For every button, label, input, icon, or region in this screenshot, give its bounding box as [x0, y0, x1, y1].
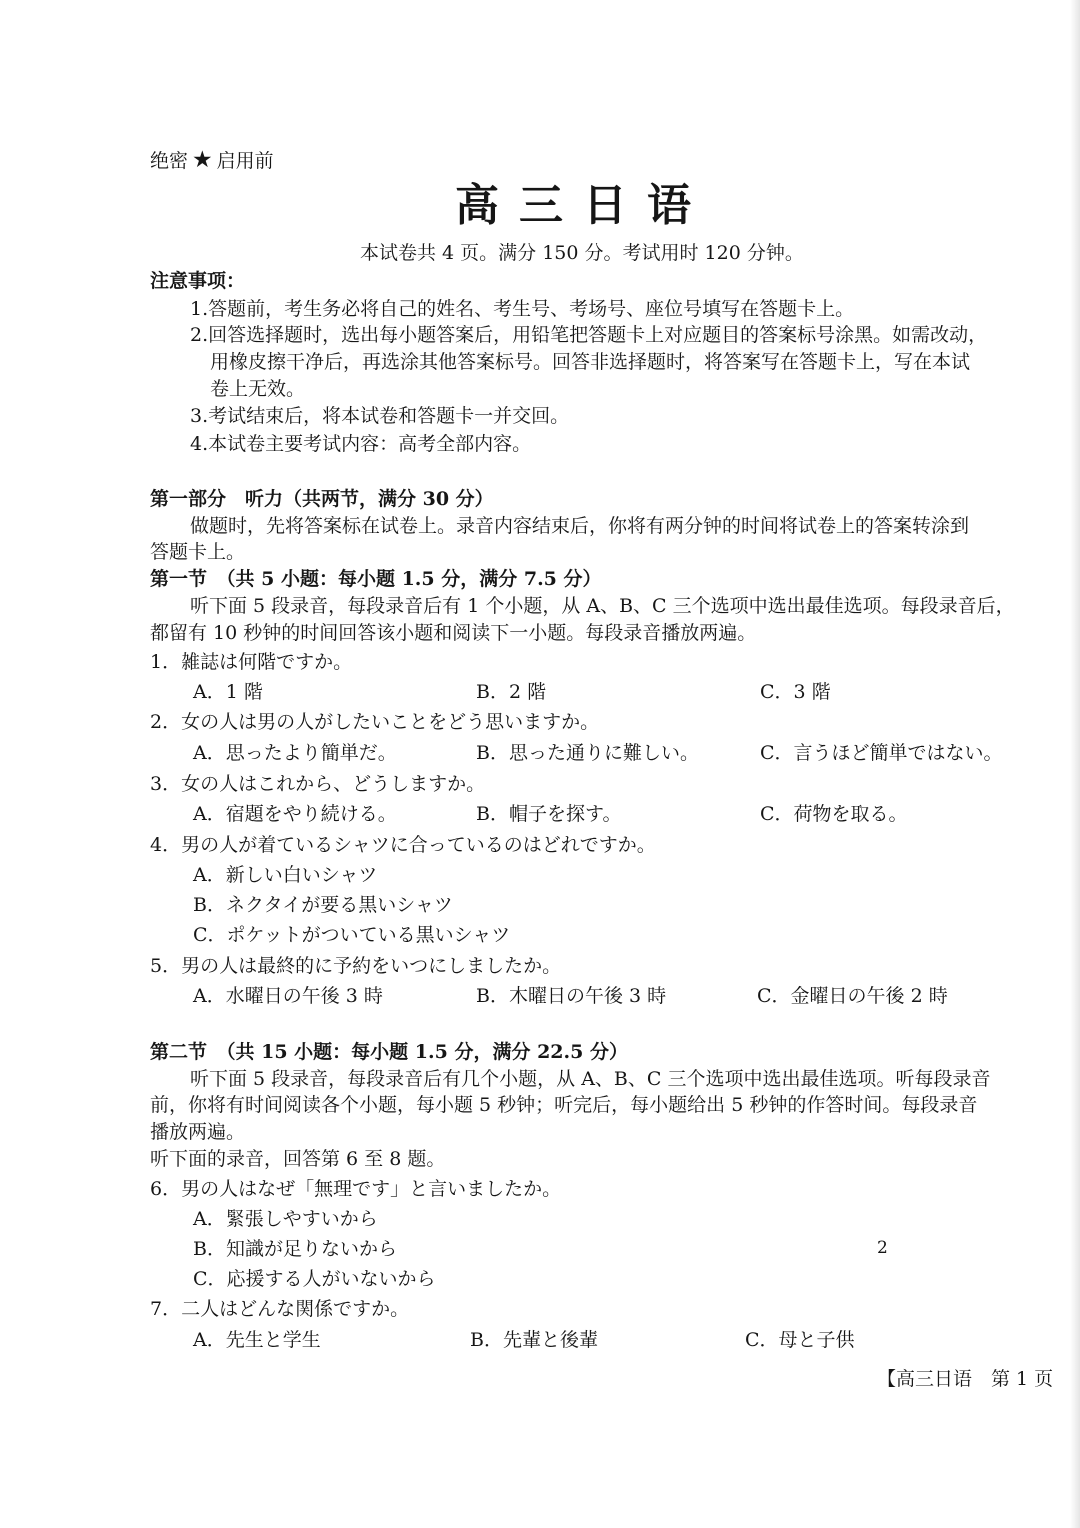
section2-heading: 第二节 （共 15 小题：每小题 1.5 分，满分 22.5 分） [150, 1041, 628, 1063]
notice-item: 1.答题前，考生务必将自己的姓名、考生号、考场号、座位号填写在答题卡上。 [190, 298, 855, 320]
edge-mark: 2 [877, 1238, 888, 1258]
page-footer: 【高三日语 第 1 页 [877, 1368, 1054, 1390]
notice-heading: 注意事项： [150, 270, 246, 292]
q2-option-c: C．言うほど簡単ではない。 [760, 742, 1003, 764]
confidential-mark [150, 149, 274, 172]
section1-heading: 第一节 （共 5 小题：每小题 1.5 分，满分 7.5 分） [150, 568, 602, 590]
exam-info: 本试卷共 4 页。满分 150 分。考试用时 120 分钟。 [360, 242, 804, 264]
notice-item-continued: 用橡皮擦干净后，再选涂其他答案标号。回答非选择题时，将答案写在答题卡上，写在本试 [210, 351, 971, 373]
question-3: 3．女の人はこれから、どうしますか。 [150, 773, 486, 795]
q1-option-b: B．2 階 [476, 681, 547, 703]
q7-option-c: C．母と子供 [745, 1329, 855, 1351]
q3-option-a: A．宿題をやり続ける。 [193, 803, 397, 825]
question-1: 1．雑誌は何階ですか。 [150, 651, 353, 673]
q5-option-a: A．水曜日の午後 3 時 [193, 985, 383, 1007]
q2-option-a: A．思ったより簡単だ。 [193, 742, 397, 764]
q4-option-b: B．ネクタイが要る黒いシャツ [193, 894, 453, 916]
section1-intro-continued: 都留有 10 秒钟的时间回答该小题和阅读下一小题。每段录音播放两遍。 [150, 622, 757, 644]
notice-item: 3.考试结束后，将本试卷和答题卡一并交回。 [190, 405, 570, 427]
q4-option-c: C．ポケットがついている黒いシャツ [193, 924, 511, 946]
q3-option-b: B．帽子を探す。 [476, 803, 622, 825]
question-4: 4．男の人が着ているシャツに合っているのはどれですか。 [150, 834, 656, 856]
q2-option-b: B．思った通りに難しい。 [476, 742, 699, 764]
page-title: 高三日语 [455, 180, 711, 231]
section2-intro-continued: 播放两遍。 [150, 1121, 246, 1143]
q7-option-a: A．先生と学生 [193, 1329, 321, 1351]
question-7: 7．二人はどんな関係ですか。 [150, 1298, 410, 1320]
q4-option-a: A．新しい白いシャツ [193, 864, 378, 886]
section2-instruction: 听下面的录音，回答第 6 至 8 题。 [150, 1148, 446, 1170]
q5-option-b: B．木曜日の午後 3 時 [476, 985, 667, 1007]
q1-option-a: A．1 階 [193, 681, 263, 703]
notice-item: 4.本试卷主要考试内容：高考全部内容。 [190, 433, 532, 455]
section1-intro: 听下面 5 段录音，每段录音后有 1 个小题，从 A、B、C 三个选项中选出最佳选项。每段录音后， [190, 595, 1015, 617]
page-edge-shadow [1070, 0, 1080, 1528]
q1-option-c: C．3 階 [760, 681, 831, 703]
notice-item-continued: 卷上无效。 [210, 378, 306, 400]
part1-heading: 第一部分 听力（共两节，满分 30 分） [150, 488, 494, 510]
part1-intro-continued: 答题卡上。 [150, 541, 246, 563]
question-5: 5．男の人は最終的に予約をいつにしましたか。 [150, 955, 562, 977]
question-6: 6．男の人はなぜ「無理です」と言いましたか。 [150, 1178, 562, 1200]
section2-intro-continued: 前，你将有时间阅读各个小题，每小题 5 秒钟；听完后，每小题给出 5 秒钟的作答时间。每段录音 [150, 1094, 978, 1116]
notice-item: 2.回答选择题时，选出每小题答案后，用铅笔把答题卡上对应题目的答案标号涂黑。如需改动， [190, 324, 988, 346]
confidential-label: 绝密 [150, 150, 189, 172]
q5-option-c: C．金曜日の午後 2 時 [757, 985, 948, 1007]
q6-option-c: C．応援する人がいないから [193, 1268, 436, 1290]
q7-option-b: B．先輩と後輩 [470, 1329, 598, 1351]
q6-option-a: A．緊張しやすいから [193, 1208, 378, 1230]
section2-intro: 听下面 5 段录音，每段录音后有几个小题，从 A、B、C 三个选项中选出最佳选项。听每段录音 [190, 1068, 991, 1090]
question-2: 2．女の人は男の人がしたいことをどう思いますか。 [150, 711, 600, 733]
q6-option-b: B．知識が足りないから [193, 1238, 397, 1260]
q3-option-c: C．荷物を取る。 [760, 803, 908, 825]
confidential-suffix: 启用前 [216, 150, 274, 172]
star-icon: ★ [192, 147, 213, 173]
part1-intro: 做题时，先将答案标在试卷上。录音内容结束后，你将有两分钟的时间将试卷上的答案转涂到 [190, 515, 970, 537]
